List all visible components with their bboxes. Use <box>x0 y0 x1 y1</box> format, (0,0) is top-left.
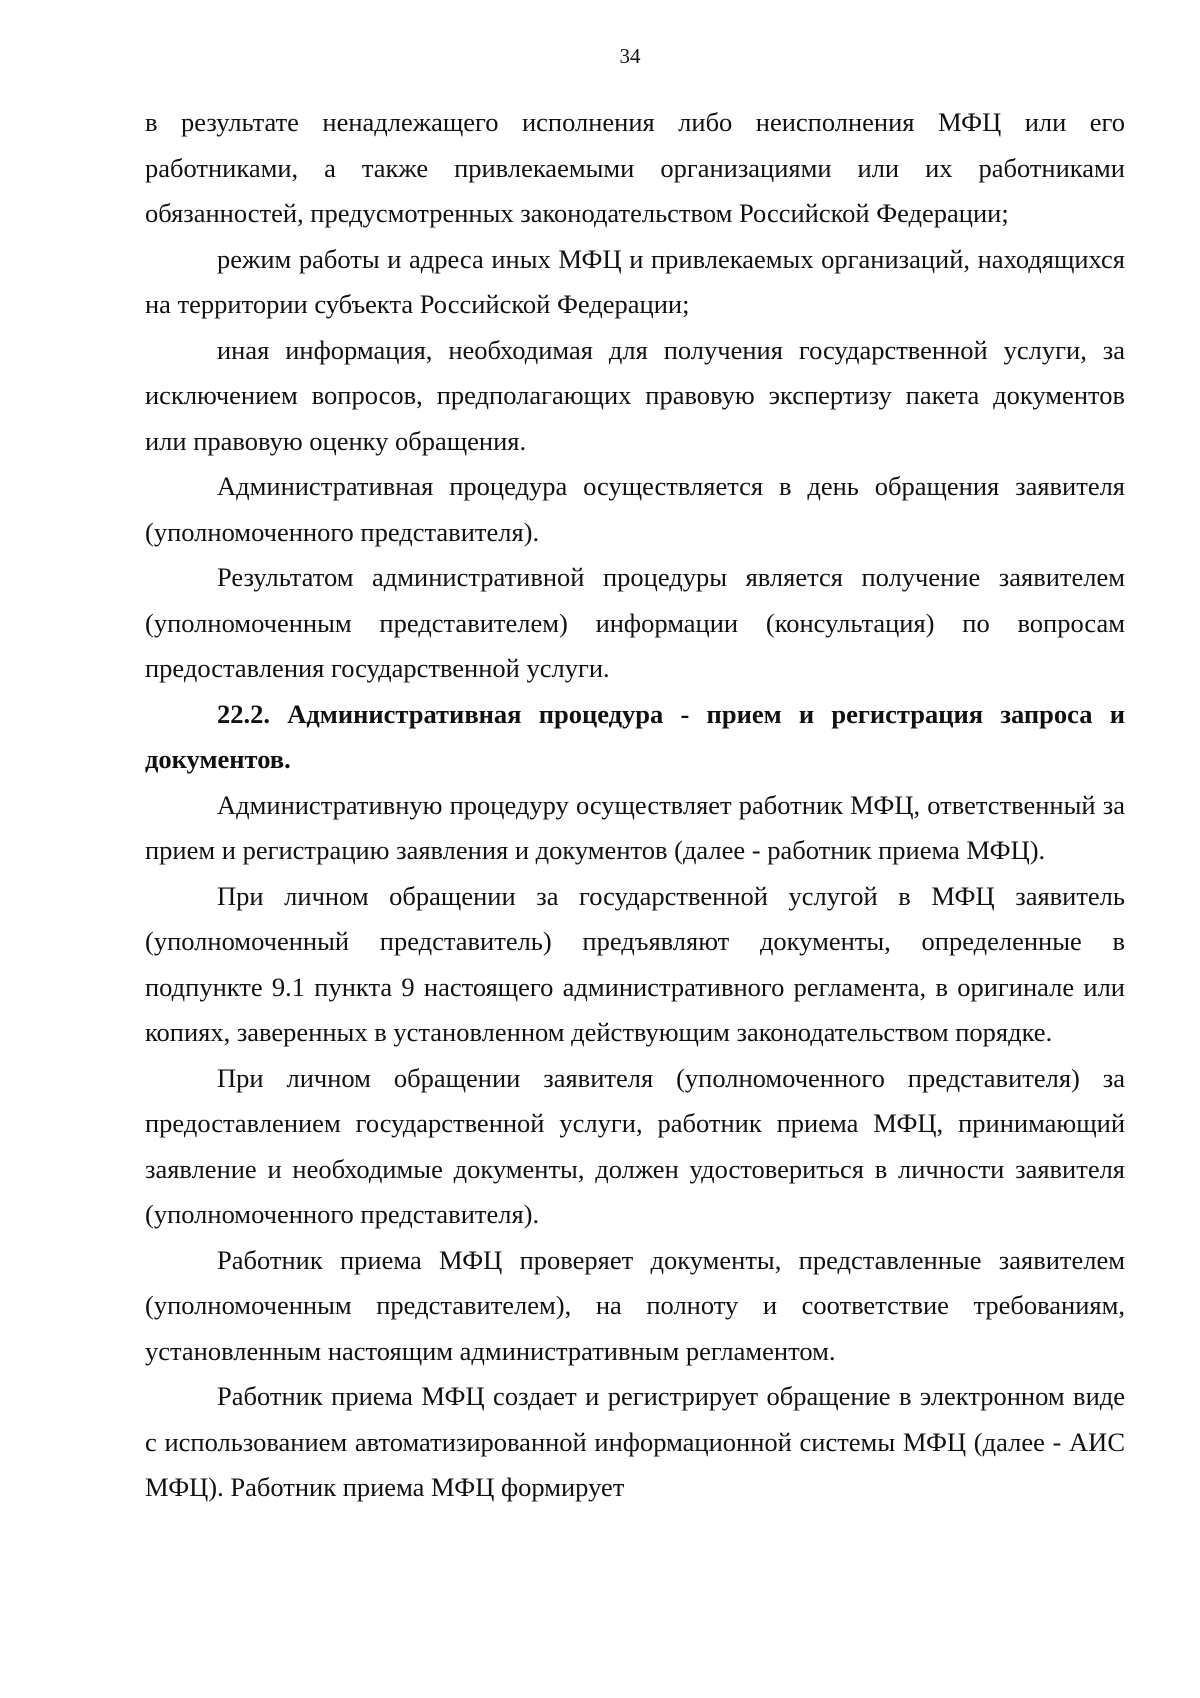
paragraph: Административную процедуру осуществляет работник МФЦ, ответственный за прием и регистрацию заявления и документов (далее - работник приема МФЦ). <box>145 789 1125 865</box>
paragraph: При личном обращении заявителя (уполномоченного представителя) за предоставлением государственной услуги, работник приема МФЦ, принимающий заявление и необходимые документы, должен удостовериться в личности заявителя (уполномоченного представителя). <box>145 1062 1125 1229</box>
paragraph: Административная процедура осуществляется в день обращения заявителя (уполномоченного представителя). <box>145 471 1125 547</box>
paragraph: иная информация, необходимая для получения государственной услуги, за исключением вопросов, предполагающих правовую экспертизу пакета документов или правовую оценку обращения. <box>145 334 1125 456</box>
section-heading: 22.2. Административная процедура - прием и регистрация запроса и документов. <box>145 698 1125 774</box>
paragraph: в результате ненадлежащего исполнения либо неисполнения МФЦ или его работниками, а также привлекаемыми организациями или их работниками обязанностей, предусмотренных законодательством Российской Федерации; <box>145 107 1125 228</box>
paragraph: Работник приема МФЦ проверяет документы, представленные заявителем (уполномоченным представителем), на полноту и соответствие требованиям, установленным настоящим административным регламентом. <box>145 1244 1125 1366</box>
document-body <box>145 100 1125 1511</box>
paragraph: Результатом административной процедуры является получение заявителем (уполномоченным представителем) информации (консультация) по вопросам предоставления государственной услуги. <box>145 562 1125 683</box>
paragraph: Работник приема МФЦ создает и регистрирует обращение в электронном виде с использованием автоматизированной информационной системы МФЦ (далее - АИС МФЦ). Работник приема МФЦ формирует <box>145 1381 1125 1502</box>
paragraph: режим работы и адреса иных МФЦ и привлекаемых организаций, находящихся на территории субъекта Российской Федерации; <box>145 243 1125 319</box>
paragraph: При личном обращении за государственной услугой в МФЦ заявитель (уполномоченный представитель) предъявляют документы, определенные в подпункте 9.1 пункта 9 настоящего административного регламента, в оригинале или копиях, заверенных в установленном действующим законодательством порядке. <box>145 880 1125 1047</box>
page-number: 34 <box>619 44 641 68</box>
